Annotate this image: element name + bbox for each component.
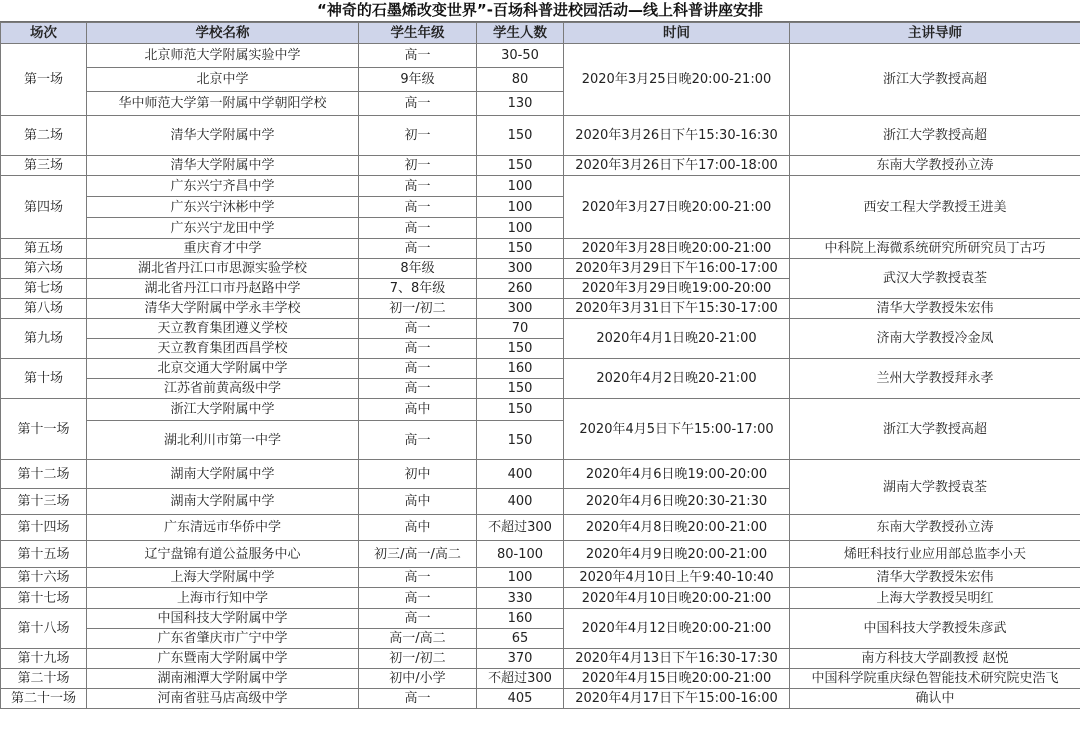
student-count-cell: 150 (477, 339, 564, 359)
grade-cell: 高一 (359, 44, 477, 68)
session-cell: 第十一场 (1, 399, 87, 460)
student-count-cell: 300 (477, 259, 564, 279)
header-row (1, 23, 1080, 44)
school-name-cell: 清华大学附属中学 (87, 116, 359, 156)
school-name-cell: 北京中学 (87, 68, 359, 92)
student-count-cell: 160 (477, 359, 564, 379)
time-cell: 2020年3月31日下午15:30-17:00 (564, 299, 790, 319)
school-name-cell: 辽宁盘锦有道公益服务中心 (87, 541, 359, 568)
grade-cell: 高一 (359, 568, 477, 588)
school-name-cell: 湖北省丹江口市丹赵路中学 (87, 279, 359, 299)
table-row (1, 259, 1080, 279)
column-header-mentor: 主讲导师 (790, 23, 1080, 44)
school-name-cell: 重庆育才中学 (87, 239, 359, 259)
schedule-table (0, 22, 1080, 709)
school-name-cell: 广东兴宁齐昌中学 (87, 176, 359, 197)
grade-cell: 高一 (359, 359, 477, 379)
session-cell: 第二十场 (1, 669, 87, 689)
table-row (1, 116, 1080, 156)
mentor-cell: 济南大学教授冷金凤 (790, 319, 1080, 359)
time-cell: 2020年4月5日下午15:00-17:00 (564, 399, 790, 460)
time-cell: 2020年4月13日下午16:30-17:30 (564, 649, 790, 669)
time-cell: 2020年3月28日晚20:00-21:00 (564, 239, 790, 259)
school-name-cell: 上海大学附属中学 (87, 568, 359, 588)
school-name-cell: 广东暨南大学附属中学 (87, 649, 359, 669)
session-cell: 第七场 (1, 279, 87, 299)
session-cell: 第十六场 (1, 568, 87, 588)
time-cell: 2020年4月15日晚20:00-21:00 (564, 669, 790, 689)
session-cell: 第六场 (1, 259, 87, 279)
school-name-cell: 湖北省丹江口市思源实验学校 (87, 259, 359, 279)
session-cell: 第十五场 (1, 541, 87, 568)
grade-cell: 初一 (359, 156, 477, 176)
grade-cell: 高一 (359, 588, 477, 609)
school-name-cell: 湖北利川市第一中学 (87, 421, 359, 460)
column-header-time: 时间 (564, 23, 790, 44)
grade-cell: 高一 (359, 421, 477, 460)
student-count-cell: 不超过300 (477, 669, 564, 689)
mentor-cell: 东南大学教授孙立涛 (790, 156, 1080, 176)
grade-cell: 初一 (359, 116, 477, 156)
table-row (1, 669, 1080, 689)
column-header-session: 场次 (1, 23, 87, 44)
student-count-cell: 150 (477, 421, 564, 460)
session-cell: 第一场 (1, 44, 87, 116)
grade-cell: 初一/初二 (359, 649, 477, 669)
student-count-cell: 150 (477, 379, 564, 399)
time-cell: 2020年4月12日晚20:00-21:00 (564, 609, 790, 649)
student-count-cell: 400 (477, 489, 564, 515)
grade-cell: 高一 (359, 689, 477, 709)
student-count-cell: 330 (477, 588, 564, 609)
student-count-cell: 300 (477, 299, 564, 319)
mentor-cell: 上海大学教授吴明红 (790, 588, 1080, 609)
student-count-cell: 100 (477, 197, 564, 218)
mentor-cell: 中国科技大学教授朱彦武 (790, 609, 1080, 649)
time-cell: 2020年4月6日晚20:30-21:30 (564, 489, 790, 515)
session-cell: 第四场 (1, 176, 87, 239)
time-cell: 2020年4月6日晚19:00-20:00 (564, 460, 790, 489)
session-cell: 第十八场 (1, 609, 87, 649)
student-count-cell: 405 (477, 689, 564, 709)
column-header-count: 学生人数 (477, 23, 564, 44)
grade-cell: 7、8年级 (359, 279, 477, 299)
student-count-cell: 70 (477, 319, 564, 339)
school-name-cell: 天立教育集团西昌学校 (87, 339, 359, 359)
student-count-cell: 400 (477, 460, 564, 489)
table-body (1, 44, 1080, 709)
grade-cell: 初一/初二 (359, 299, 477, 319)
student-count-cell: 370 (477, 649, 564, 669)
school-name-cell: 湖南大学附属中学 (87, 460, 359, 489)
mentor-cell: 浙江大学教授高超 (790, 116, 1080, 156)
time-cell: 2020年3月26日下午15:30-16:30 (564, 116, 790, 156)
school-name-cell: 江苏省前黄高级中学 (87, 379, 359, 399)
school-name-cell: 北京交通大学附属中学 (87, 359, 359, 379)
school-name-cell: 清华大学附属中学 (87, 156, 359, 176)
table-row (1, 299, 1080, 319)
grade-cell: 高一 (359, 176, 477, 197)
school-name-cell: 湖南大学附属中学 (87, 489, 359, 515)
school-name-cell: 湖南湘潭大学附属中学 (87, 669, 359, 689)
grade-cell: 初中 (359, 460, 477, 489)
table-row (1, 568, 1080, 588)
session-cell: 第十七场 (1, 588, 87, 609)
grade-cell: 高中 (359, 515, 477, 541)
time-cell: 2020年3月29日晚19:00-20:00 (564, 279, 790, 299)
student-count-cell: 80-100 (477, 541, 564, 568)
time-cell: 2020年3月26日下午17:00-18:00 (564, 156, 790, 176)
table-row (1, 609, 1080, 629)
student-count-cell: 150 (477, 156, 564, 176)
grade-cell: 高一/高二 (359, 629, 477, 649)
session-cell: 第八场 (1, 299, 87, 319)
school-name-cell: 上海市行知中学 (87, 588, 359, 609)
table-row (1, 156, 1080, 176)
column-header-school: 学校名称 (87, 23, 359, 44)
mentor-cell: 中科院上海微系统研究所研究员丁古巧 (790, 239, 1080, 259)
session-cell: 第十四场 (1, 515, 87, 541)
time-cell: 2020年3月29日下午16:00-17:00 (564, 259, 790, 279)
school-name-cell: 中国科技大学附属中学 (87, 609, 359, 629)
mentor-cell: 浙江大学教授高超 (790, 399, 1080, 460)
mentor-cell: 武汉大学教授袁荃 (790, 259, 1080, 299)
grade-cell: 高一 (359, 379, 477, 399)
student-count-cell: 130 (477, 92, 564, 116)
time-cell: 2020年4月10日晚20:00-21:00 (564, 588, 790, 609)
school-name-cell: 北京师范大学附属实验中学 (87, 44, 359, 68)
grade-cell: 高一 (359, 197, 477, 218)
mentor-cell: 确认中 (790, 689, 1080, 709)
student-count-cell: 160 (477, 609, 564, 629)
table-row (1, 176, 1080, 197)
grade-cell: 高一 (359, 609, 477, 629)
school-name-cell: 广东清远市华侨中学 (87, 515, 359, 541)
grade-cell: 8年级 (359, 259, 477, 279)
mentor-cell: 西安工程大学教授王进美 (790, 176, 1080, 239)
grade-cell: 高一 (359, 319, 477, 339)
school-name-cell: 河南省驻马店高级中学 (87, 689, 359, 709)
session-cell: 第十场 (1, 359, 87, 399)
mentor-cell: 南方科技大学副教授 赵悦 (790, 649, 1080, 669)
time-cell: 2020年4月17日下午15:00-16:00 (564, 689, 790, 709)
student-count-cell: 150 (477, 116, 564, 156)
student-count-cell: 30-50 (477, 44, 564, 68)
school-name-cell: 清华大学附属中学永丰学校 (87, 299, 359, 319)
session-cell: 第二场 (1, 116, 87, 156)
table-row (1, 359, 1080, 379)
session-cell: 第十三场 (1, 489, 87, 515)
table-row (1, 399, 1080, 421)
time-cell: 2020年4月2日晚20-21:00 (564, 359, 790, 399)
table-row (1, 239, 1080, 259)
student-count-cell: 100 (477, 218, 564, 239)
student-count-cell: 100 (477, 176, 564, 197)
time-cell: 2020年4月9日晚20:00-21:00 (564, 541, 790, 568)
table-row (1, 460, 1080, 489)
mentor-cell: 湖南大学教授袁荃 (790, 460, 1080, 515)
mentor-cell: 清华大学教授朱宏伟 (790, 299, 1080, 319)
mentor-cell: 东南大学教授孙立涛 (790, 515, 1080, 541)
school-name-cell: 广东兴宁龙田中学 (87, 218, 359, 239)
time-cell: 2020年3月27日晚20:00-21:00 (564, 176, 790, 239)
grade-cell: 9年级 (359, 68, 477, 92)
sheet-title: “神奇的石墨烯改变世界”-百场科普进校园活动—线上科普讲座安排 (0, 0, 1080, 22)
grade-cell: 高一 (359, 92, 477, 116)
session-cell: 第十二场 (1, 460, 87, 489)
time-cell: 2020年4月8日晚20:00-21:00 (564, 515, 790, 541)
session-cell: 第二十一场 (1, 689, 87, 709)
table-row (1, 319, 1080, 339)
mentor-cell: 浙江大学教授高超 (790, 44, 1080, 116)
column-header-grade: 学生年级 (359, 23, 477, 44)
table-row (1, 689, 1080, 709)
grade-cell: 初中/小学 (359, 669, 477, 689)
student-count-cell: 不超过300 (477, 515, 564, 541)
grade-cell: 高中 (359, 399, 477, 421)
student-count-cell: 100 (477, 568, 564, 588)
mentor-cell: 清华大学教授朱宏伟 (790, 568, 1080, 588)
school-name-cell: 广东兴宁沐彬中学 (87, 197, 359, 218)
session-cell: 第三场 (1, 156, 87, 176)
student-count-cell: 150 (477, 399, 564, 421)
table-row (1, 541, 1080, 568)
session-cell: 第九场 (1, 319, 87, 359)
student-count-cell: 65 (477, 629, 564, 649)
student-count-cell: 150 (477, 239, 564, 259)
table-row (1, 649, 1080, 669)
mentor-cell: 烯旺科技行业应用部总监李小天 (790, 541, 1080, 568)
table-row (1, 44, 1080, 68)
grade-cell: 初三/高一/高二 (359, 541, 477, 568)
time-cell: 2020年3月25日晚20:00-21:00 (564, 44, 790, 116)
school-name-cell: 天立教育集团遵义学校 (87, 319, 359, 339)
table-row (1, 588, 1080, 609)
grade-cell: 高中 (359, 489, 477, 515)
school-name-cell: 华中师范大学第一附属中学朝阳学校 (87, 92, 359, 116)
session-cell: 第十九场 (1, 649, 87, 669)
grade-cell: 高一 (359, 339, 477, 359)
time-cell: 2020年4月10日上午9:40-10:40 (564, 568, 790, 588)
time-cell: 2020年4月1日晚20-21:00 (564, 319, 790, 359)
student-count-cell: 260 (477, 279, 564, 299)
school-name-cell: 浙江大学附属中学 (87, 399, 359, 421)
mentor-cell: 中国科学院重庆绿色智能技术研究院史浩飞 (790, 669, 1080, 689)
student-count-cell: 80 (477, 68, 564, 92)
grade-cell: 高一 (359, 239, 477, 259)
mentor-cell: 兰州大学教授拜永孝 (790, 359, 1080, 399)
table-row (1, 515, 1080, 541)
session-cell: 第五场 (1, 239, 87, 259)
school-name-cell: 广东省肇庆市广宁中学 (87, 629, 359, 649)
grade-cell: 高一 (359, 218, 477, 239)
